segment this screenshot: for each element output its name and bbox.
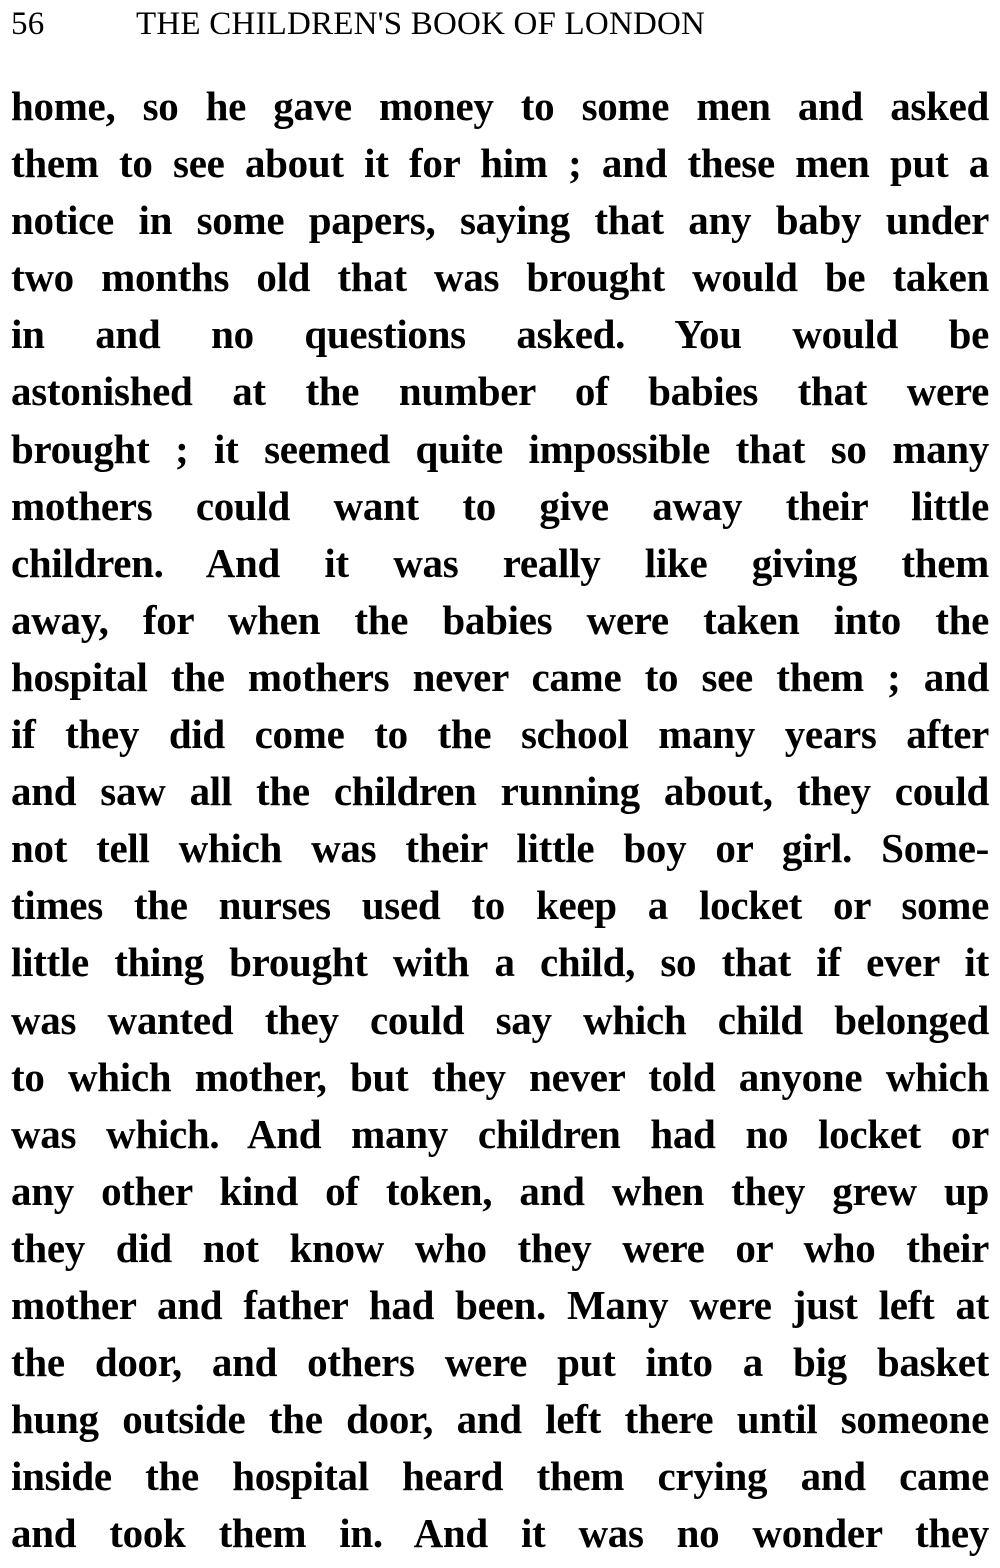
text-line: to which mother, but they never told anyone which bbox=[11, 1053, 989, 1100]
text-line: mother and father had been. Many were just left at bbox=[11, 1281, 989, 1328]
text-line: them to see about it for him ; and these men put a bbox=[11, 140, 989, 187]
text-line: hospital the mothers never came to see them ; and bbox=[11, 653, 989, 700]
text-line: little thing brought with a child, so that if ever it bbox=[11, 939, 989, 986]
text-line: the door, and others were put into a big basket bbox=[11, 1339, 989, 1386]
text-line: hung outside the door, and left there until someone bbox=[11, 1396, 989, 1443]
text-line: inside the hospital heard them crying and came bbox=[11, 1453, 989, 1500]
text-line: and saw all the children running about, they could bbox=[11, 768, 989, 815]
text-line: astonished at the number of babies that were bbox=[11, 368, 989, 415]
text-line: notice in some papers, saying that any baby under bbox=[11, 197, 989, 244]
text-line: and took them in. And it was no wonder they bbox=[11, 1510, 989, 1557]
text-line: not tell which was their little boy or girl. Some- bbox=[11, 825, 989, 872]
text-line: if they did come to the school many years after bbox=[11, 711, 989, 758]
text-line: was which. And many children had no locket or bbox=[11, 1110, 989, 1157]
text-line: they did not know who they were or who their bbox=[11, 1224, 989, 1271]
body-text bbox=[11, 78, 989, 1562]
running-head bbox=[11, 2, 989, 46]
text-line: away, for when the babies were taken into the bbox=[11, 596, 989, 643]
text-line: brought ; it seemed quite impossible that so many bbox=[11, 425, 989, 472]
text-line: any other kind of token, and when they grew up bbox=[11, 1167, 989, 1214]
text-line: home, so he gave money to some men and asked bbox=[11, 83, 989, 129]
text-line: two months old that was brought would be taken bbox=[11, 254, 989, 301]
page-number: 56 bbox=[11, 6, 45, 42]
text-line: mothers could want to give away their little bbox=[11, 482, 989, 529]
running-title: THE CHILDREN'S BOOK OF LONDON bbox=[136, 6, 706, 42]
text-line: times the nurses used to keep a locket or some bbox=[11, 882, 989, 929]
text-line: was wanted they could say which child belonged bbox=[11, 996, 989, 1043]
text-line: children. And it was really like giving them bbox=[11, 539, 989, 586]
text-line: in and no questions asked. You would be bbox=[11, 311, 989, 358]
